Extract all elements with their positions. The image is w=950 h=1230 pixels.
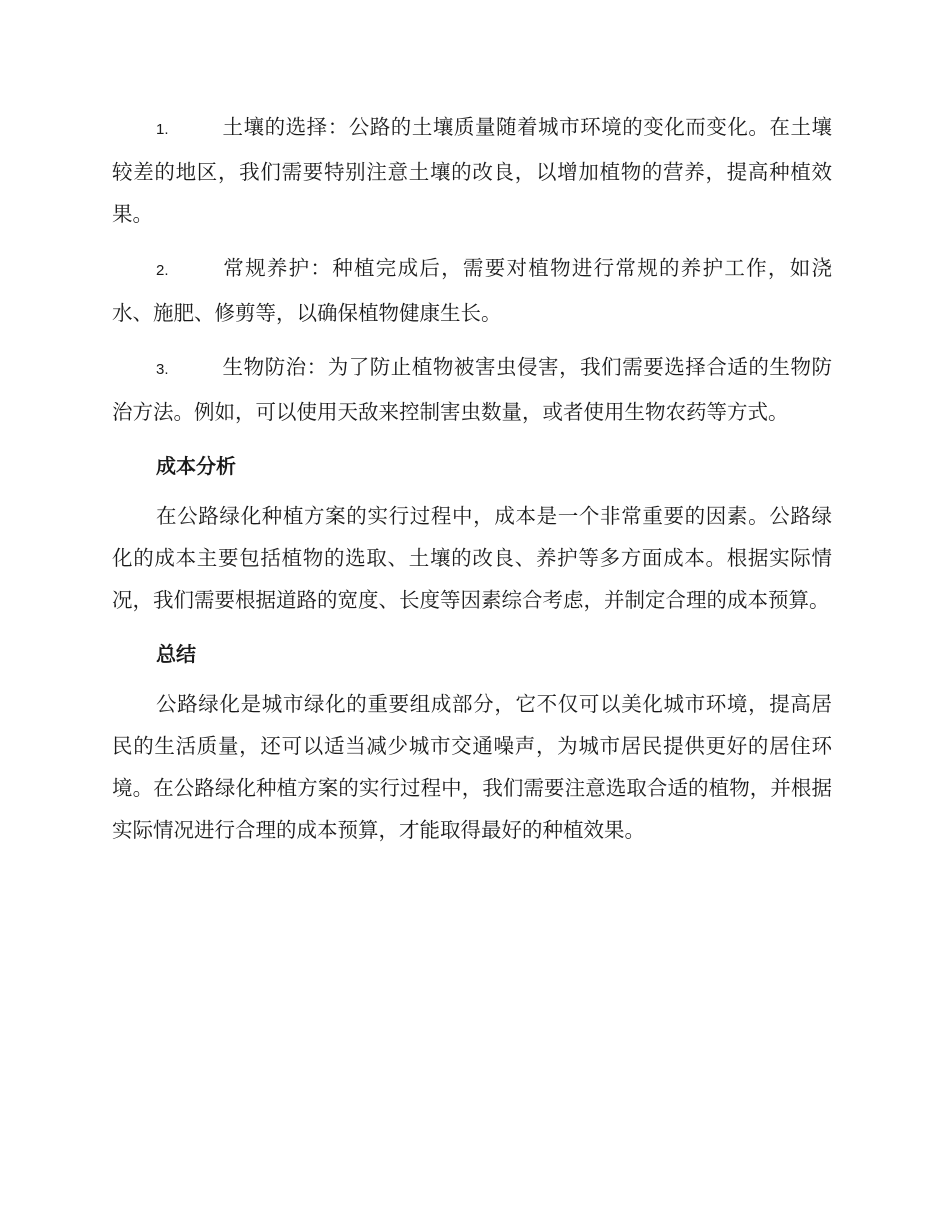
list-item	[112, 346, 832, 433]
list-item-text: 生物防治：为了防止植物被害虫侵害，我们需要选择合适的生物防治方法。例如，可以使用天敌来控制害虫数量，或者使用生物农药等方式。	[112, 355, 832, 424]
summary-paragraph: 公路绿化是城市绿化的重要组成部分，它不仅可以美化城市环境，提高居民的生活质量，还可以适当减少城市交通噪声，为城市居民提供更好的居住环境。在公路绿化种植方案的实行过程中，我们需要注意选取合适的植物，并根据实际情况进行合理的成本预算，才能取得最好的种植效果。	[112, 692, 832, 842]
list-item	[112, 247, 832, 334]
document-page	[112, 106, 832, 863]
list-item-text: 常规养护：种植完成后，需要对植物进行常规的养护工作，如浇水、施肥、修剪等，以确保植物健康生长。	[112, 256, 832, 325]
list-number: 3.	[156, 361, 169, 378]
list-item-text: 土壤的选择：公路的土壤质量随着城市环境的变化而变化。在土壤较差的地区，我们需要特别注意土壤的改良，以增加植物的营养，提高种植效果。	[112, 115, 832, 226]
list-number: 2.	[156, 262, 169, 279]
list-number: 1.	[156, 121, 169, 138]
cost-analysis-paragraph: 在公路绿化种植方案的实行过程中，成本是一个非常重要的因素。公路绿化的成本主要包括植物的选取、土壤的改良、养护等多方面成本。根据实际情况，我们需要根据道路的宽度、长度等因素综合考虑，并制定合理的成本预算。	[112, 504, 832, 612]
list-item	[112, 106, 832, 235]
summary-heading: 总结	[156, 642, 196, 666]
cost-analysis-heading: 成本分析	[156, 454, 236, 478]
